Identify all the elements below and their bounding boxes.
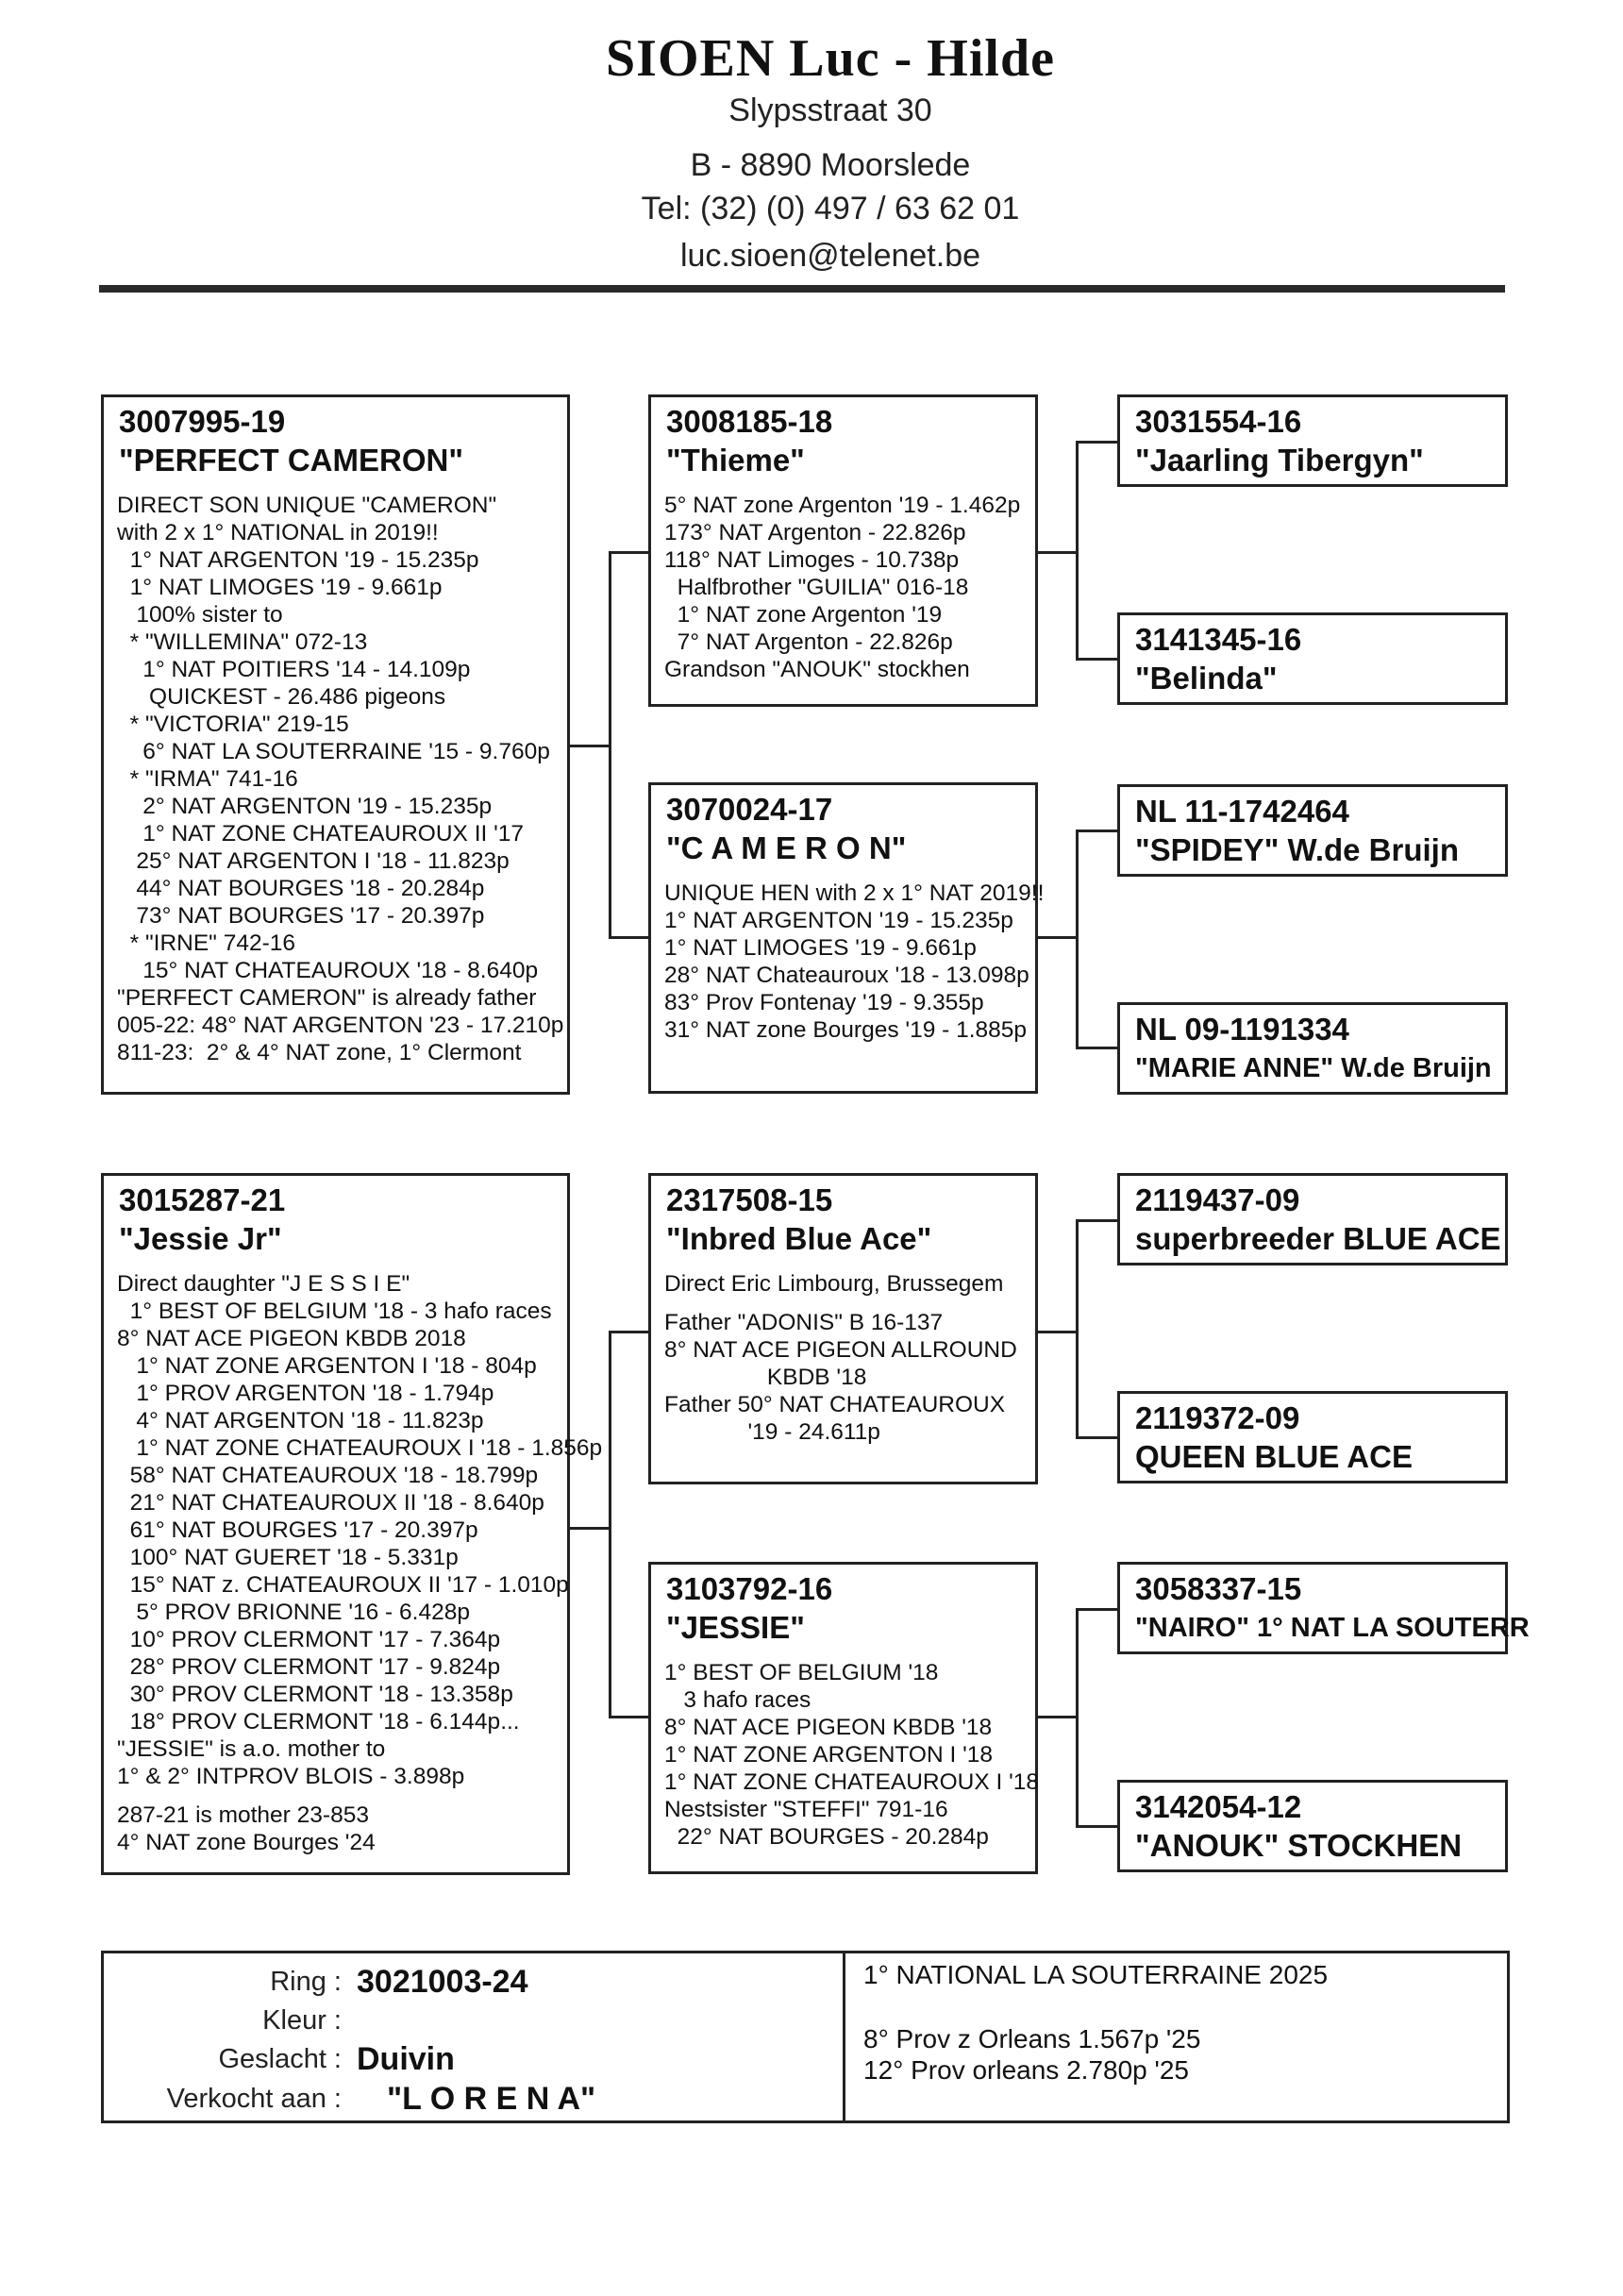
- sex-row: [104, 2040, 840, 2078]
- breeder-header: [0, 28, 1623, 277]
- connector-line: [1076, 658, 1117, 661]
- ds-dam-ring: 2119372-09: [1135, 1400, 1300, 1435]
- breeder-email: luc.sioen@telenet.be: [679, 238, 981, 274]
- sire-dam-description: UNIQUE HEN with 2 x 1° NAT 2019!! 1° NAT ARGENTON '19 - 15.235p 1° NAT LIMOGES '19 - 9.661p 28° NAT Chateauroux '18 - 13.098p 83° Prov Fontenay '19 - 9.355p 31° NAT zone Bourges '19 - 1.885p: [664, 880, 1045, 1043]
- sire-sire-box: [648, 394, 1038, 707]
- breeder-name: SIOEN Luc - Hilde: [606, 29, 1055, 88]
- connector-line: [1076, 1219, 1079, 1438]
- breeder-street: Slypsstraat 30: [728, 92, 932, 128]
- ring-row: [104, 1963, 840, 2001]
- sire-ring: 3007995-19: [119, 404, 286, 439]
- dam-sire-description: Direct Eric Limbourg, Brussegem Father "ADONIS" B 16-137 8° NAT ACE PIGEON ALLROUND KBDB '18 Father 50° NAT CHATEAUROUX '19 - 24.611p: [664, 1271, 1017, 1445]
- sd-dam-ring: NL 09-1191334: [1135, 1012, 1349, 1047]
- ds-sire-ring: 2119437-09: [1135, 1182, 1300, 1217]
- ss-sire-box: [1117, 394, 1508, 487]
- color-row: [104, 2002, 840, 2039]
- ds-sire-box: [1117, 1173, 1508, 1265]
- dd-sire-box: [1117, 1562, 1530, 1654]
- sire-dam-ring: 3070024-17: [666, 792, 833, 827]
- breeder-phone: Tel: (32) (0) 497 / 63 62 01: [641, 191, 1020, 226]
- dam-dam-description: 1° BEST OF BELGIUM '18 3 hafo races 8° NAT ACE PIGEON KBDB '18 1° NAT ZONE ARGENTON I '18 1° NAT ZONE CHATEAUROUX I '18 Nestsister "STEFFI" 791-16 22° NAT BOURGES - 20.284p: [664, 1660, 1040, 1850]
- connector-line: [570, 1527, 611, 1530]
- ss-sire-ring: 3031554-16: [1135, 404, 1302, 439]
- dam-sire-name: "Inbred Blue Ace": [666, 1221, 932, 1256]
- ds-dam-box: [1117, 1391, 1508, 1483]
- dam-name: "Jessie Jr": [119, 1221, 282, 1256]
- sd-dam-box: [1117, 1002, 1508, 1095]
- connector-line: [1038, 1331, 1078, 1333]
- connector-line: [1076, 1608, 1079, 1827]
- connector-line: [609, 1716, 648, 1718]
- color-label: Kleur :: [262, 2005, 342, 2036]
- sire-sire-name: "Thieme": [666, 443, 805, 478]
- dam-dam-name: "JESSIE": [666, 1610, 805, 1645]
- dam-sire-box: [648, 1173, 1038, 1484]
- connector-line: [609, 1331, 648, 1333]
- connector-line: [1076, 441, 1117, 444]
- ss-dam-ring: 3141345-16: [1135, 622, 1302, 657]
- ss-sire-name: "Jaarling Tibergyn": [1135, 443, 1424, 478]
- sex-value: Duivin: [357, 2041, 455, 2077]
- footer-note: 1° NATIONAL LA SOUTERRAINE 2025: [863, 1960, 1329, 1989]
- dd-sire-ring: 3058337-15: [1135, 1571, 1302, 1606]
- connector-line: [1076, 441, 1079, 660]
- connector-line: [1076, 1608, 1117, 1611]
- sold-row: [104, 2080, 840, 2118]
- connector-line: [1038, 936, 1078, 939]
- dam-box: [101, 1173, 603, 1875]
- connector-line: [1076, 1219, 1117, 1222]
- sd-sire-ring: NL 11-1742464: [1135, 794, 1349, 829]
- connector-line: [1038, 1716, 1078, 1718]
- connector-line: [1076, 830, 1117, 832]
- connector-line: [570, 745, 611, 747]
- sire-name: "PERFECT CAMERON": [119, 443, 463, 478]
- dam-sire-ring: 2317508-15: [666, 1182, 833, 1217]
- ds-sire-name: superbreeder BLUE ACE: [1135, 1221, 1501, 1256]
- footer-note: 8° Prov z Orleans 1.567p '25: [863, 2024, 1201, 2053]
- sire-sire-description: 5° NAT zone Argenton '19 - 1.462p 173° NAT Argenton - 22.826p 118° NAT Limoges - 10.738p Halfbrother "GUILIA" 016-18 1° NAT zone Argenton '19 7° NAT Argenton - 22.826p Grandson "ANOUK" stockhen: [664, 493, 1021, 682]
- sire-dam-box: [648, 782, 1045, 1094]
- connector-line: [609, 551, 611, 938]
- dd-dam-box: [1117, 1780, 1508, 1872]
- connector-line: [1076, 1436, 1117, 1439]
- connector-line: [1076, 1047, 1117, 1049]
- connector-line: [609, 551, 648, 554]
- dd-sire-name: "NAIRO" 1° NAT LA SOUTERR: [1135, 1613, 1530, 1643]
- sire-dam-name: "C A M E R O N": [666, 830, 907, 865]
- breeder-city: B - 8890 Moorslede: [690, 147, 971, 183]
- sd-sire-name: "SPIDEY" W.de Bruijn: [1135, 832, 1460, 867]
- footer-divider: [843, 1953, 845, 2120]
- pigeon-info-footer: [101, 1951, 1510, 2123]
- connector-line: [1038, 551, 1078, 554]
- dd-dam-ring: 3142054-12: [1135, 1789, 1302, 1824]
- ring-value: 3021003-24: [357, 1964, 528, 2000]
- connector-line: [1076, 1825, 1117, 1828]
- dd-dam-name: "ANOUK" STOCKHEN: [1135, 1828, 1463, 1863]
- dam-dam-box: [648, 1562, 1038, 1874]
- sire-description: DIRECT SON UNIQUE "CAMERON" with 2 x 1° NATIONAL in 2019!! 1° NAT ARGENTON '19 - 15.235p 1° NAT LIMOGES '19 - 9.661p 100% sister to * "WILLEMINA" 072-13 1° NAT POITIERS '14 - 14.109p QUICKEST - 26.486 pigeons * "VICTORIA" 219-15 6° NAT LA SOUTERRAINE '15 - 9.760p * "IRMA" 741-16 2° NAT ARGENTON '19 - 15.235p 1° NAT ZONE CHATEAUROUX II '17 25° NAT ARGENTON I '18 - 11.823p 44° NAT BOURGES '18 - 20.284p 73° NAT BOURGES '17 - 20.397p * "IRNE" 742-16 15° NAT CHATEAUROUX '18 - 8.640p "PERFECT CAMERON" is already father 005-22: 48° NAT ARGENTON '23 - 17.210p 811-23: 2° & 4° NAT zone, 1° Clermont: [117, 493, 564, 1065]
- dam-ring: 3015287-21: [119, 1182, 286, 1217]
- connector-line: [1076, 830, 1079, 1048]
- ss-dam-box: [1117, 612, 1508, 705]
- ring-label: Ring :: [270, 1967, 342, 1997]
- connector-line: [609, 936, 648, 939]
- connector-line: [609, 1331, 611, 1718]
- sire-box: [101, 394, 570, 1095]
- sd-dam-name: "MARIE ANNE" W.de Bruijn: [1135, 1053, 1492, 1083]
- footer-note: 12° Prov orleans 2.780p '25: [863, 2055, 1189, 2085]
- ss-dam-name: "Belinda": [1135, 661, 1278, 696]
- dam-dam-ring: 3103792-16: [666, 1571, 833, 1606]
- sold-label: Verkocht aan :: [166, 2084, 342, 2114]
- sex-label: Geslacht :: [218, 2044, 342, 2074]
- dam-description: Direct daughter "J E S S I E" 1° BEST OF BELGIUM '18 - 3 hafo races 8° NAT ACE PIGEON KBDB 2018 1° NAT ZONE ARGENTON I '18 - 804p 1° PROV ARGENTON '18 - 1.794p 4° NAT ARGENTON '18 - 11.823p 1° NAT ZONE CHATEAUROUX I '18 - 1.856p 58° NAT CHATEAUROUX '18 - 18.799p 21° NAT CHATEAUROUX II '18 - 8.640p 61° NAT BOURGES '17 - 20.397p 100° NAT GUERET '18 - 5.331p 15° NAT z. CHATEAUROUX II '17 - 1.010p 5° PROV BRIONNE '16 - 6.428p 10° PROV CLERMONT '17 - 7.364p 28° PROV CLERMONT '17 - 9.824p 30° PROV CLERMONT '18 - 13.358p 18° PROV CLERMONT '18 - 6.144p... "JESSIE" is a.o. mother to 1° & 2° INTPROV BLOIS - 3.898p 287-21 is mother 23-853 4° NAT zone Bourges '24: [117, 1271, 603, 1855]
- sire-sire-ring: 3008185-18: [666, 404, 833, 439]
- ds-dam-name: QUEEN BLUE ACE: [1135, 1439, 1413, 1474]
- header-divider: [99, 285, 1505, 293]
- sold-value: "L O R E N A": [387, 2081, 596, 2117]
- sd-sire-box: [1117, 784, 1508, 877]
